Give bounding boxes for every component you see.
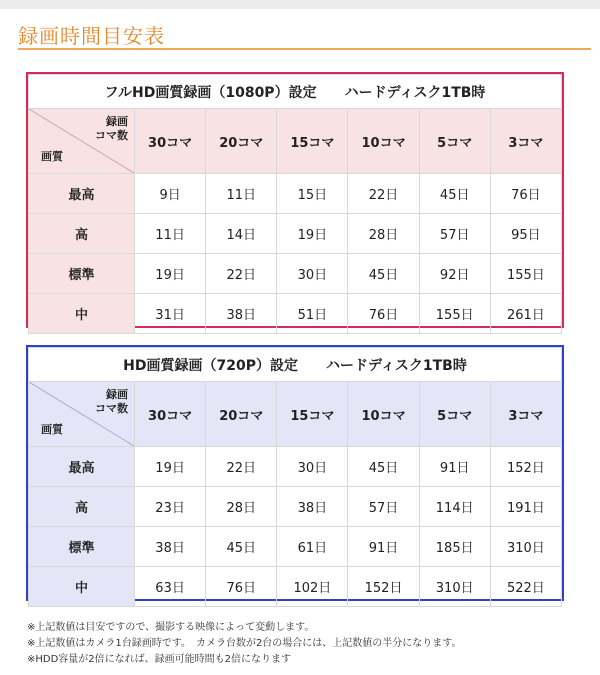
table-row: [29, 447, 562, 487]
column-header: 10コマ: [348, 109, 419, 174]
table-cell: 51日: [277, 294, 348, 334]
corner-quality-label: 画質: [41, 423, 63, 436]
caption-quality-setting: HD画質録画（720P）設定: [123, 357, 298, 374]
page-title: 録画時間目安表: [18, 24, 165, 48]
caption-quality-setting: フルHD画質録画（1080P）設定: [104, 84, 317, 101]
table-cell: 76日: [490, 174, 561, 214]
table-cell: 102日: [277, 567, 348, 607]
footnote: ※上記数値は目安ですので、撮影する映像によって変動します。: [27, 622, 315, 633]
row-label: 中: [29, 294, 135, 334]
table-cell: 76日: [348, 294, 419, 334]
table-cell: 45日: [348, 254, 419, 294]
table-1080p: [28, 74, 562, 334]
table-caption: [29, 75, 562, 109]
table-cell: 91日: [348, 527, 419, 567]
table-row: [29, 527, 562, 567]
table-cell: 155日: [490, 254, 561, 294]
table-cell: 310日: [419, 567, 490, 607]
column-header: 15コマ: [277, 109, 348, 174]
table-caption: [29, 348, 562, 382]
table-cell: 30日: [277, 254, 348, 294]
table-row: [29, 294, 562, 334]
corner-label-frames: コマ数: [95, 129, 128, 142]
table-cell: 57日: [419, 214, 490, 254]
recording-table-720p: [26, 345, 564, 601]
table-cell: 310日: [490, 527, 561, 567]
table-cell: 28日: [206, 487, 277, 527]
column-header: 3コマ: [490, 382, 561, 447]
table-caption-row: [29, 75, 562, 109]
footnote: ※HDD容量が2倍になれば、録画可能時間も2倍になります: [27, 654, 292, 665]
corner-quality-label: 画質: [41, 150, 63, 163]
corner-label-recording: 録画: [106, 115, 128, 128]
table-cell: 114日: [419, 487, 490, 527]
footnotes: [27, 620, 462, 668]
table-row: [29, 214, 562, 254]
table-cell: 23日: [135, 487, 206, 527]
corner-frame-label: [95, 115, 128, 143]
row-label: 最高: [29, 447, 135, 487]
column-header: 10コマ: [348, 382, 419, 447]
top-stripe: [0, 0, 600, 9]
title-underline: [18, 48, 591, 50]
table-row: [29, 567, 562, 607]
table-cell: 22日: [348, 174, 419, 214]
table-cell: 92日: [419, 254, 490, 294]
table-cell: 19日: [135, 254, 206, 294]
caption-disk-capacity: ハードディスク1TB時: [325, 357, 467, 374]
table-cell: 76日: [206, 567, 277, 607]
table-720p: [28, 347, 562, 607]
column-header: 5コマ: [419, 382, 490, 447]
table-cell: 15日: [277, 174, 348, 214]
row-label: 標準: [29, 254, 135, 294]
table-cell: 152日: [490, 447, 561, 487]
table-cell: 155日: [419, 294, 490, 334]
table-cell: 61日: [277, 527, 348, 567]
table-cell: 261日: [490, 294, 561, 334]
row-label: 中: [29, 567, 135, 607]
table-row: [29, 254, 562, 294]
table-cell: 45日: [206, 527, 277, 567]
table-row: [29, 174, 562, 214]
table-cell: 19日: [277, 214, 348, 254]
caption-disk-capacity: ハードディスク1TB時: [344, 84, 486, 101]
table-caption-row: [29, 348, 562, 382]
table-header-row: [29, 109, 562, 174]
table-cell: 38日: [277, 487, 348, 527]
table-cell: 22日: [206, 254, 277, 294]
table-cell: 38日: [206, 294, 277, 334]
column-header: 3コマ: [490, 109, 561, 174]
table-cell: 22日: [206, 447, 277, 487]
table-cell: 19日: [135, 447, 206, 487]
table-cell: 31日: [135, 294, 206, 334]
table-cell: 45日: [348, 447, 419, 487]
table-cell: 185日: [419, 527, 490, 567]
corner-header-cell: [29, 382, 135, 447]
table-cell: 57日: [348, 487, 419, 527]
table-cell: 191日: [490, 487, 561, 527]
table-cell: 63日: [135, 567, 206, 607]
column-header: 5コマ: [419, 109, 490, 174]
row-label: 高: [29, 487, 135, 527]
table-cell: 28日: [348, 214, 419, 254]
table-cell: 95日: [490, 214, 561, 254]
corner-label-frames: コマ数: [95, 402, 128, 415]
column-header: 20コマ: [206, 109, 277, 174]
column-header: 20コマ: [206, 382, 277, 447]
corner-label-recording: 録画: [106, 388, 128, 401]
row-label: 標準: [29, 527, 135, 567]
table-cell: 30日: [277, 447, 348, 487]
footnote: ※上記数値はカメラ1台録画時です。 カメラ台数が2台の場合には、上記数値の半分になります。: [27, 638, 462, 649]
table-cell: 11日: [135, 214, 206, 254]
table-cell: 9日: [135, 174, 206, 214]
corner-header-cell: [29, 109, 135, 174]
table-cell: 45日: [419, 174, 490, 214]
recording-table-1080p: [26, 72, 564, 328]
column-header: 30コマ: [135, 109, 206, 174]
table-cell: 14日: [206, 214, 277, 254]
table-row: [29, 487, 562, 527]
table-cell: 152日: [348, 567, 419, 607]
table-cell: 38日: [135, 527, 206, 567]
row-label: 高: [29, 214, 135, 254]
table-cell: 11日: [206, 174, 277, 214]
column-header: 30コマ: [135, 382, 206, 447]
table-header-row: [29, 382, 562, 447]
table-cell: 522日: [490, 567, 561, 607]
row-label: 最高: [29, 174, 135, 214]
corner-frame-label: [95, 388, 128, 416]
column-header: 15コマ: [277, 382, 348, 447]
table-cell: 91日: [419, 447, 490, 487]
